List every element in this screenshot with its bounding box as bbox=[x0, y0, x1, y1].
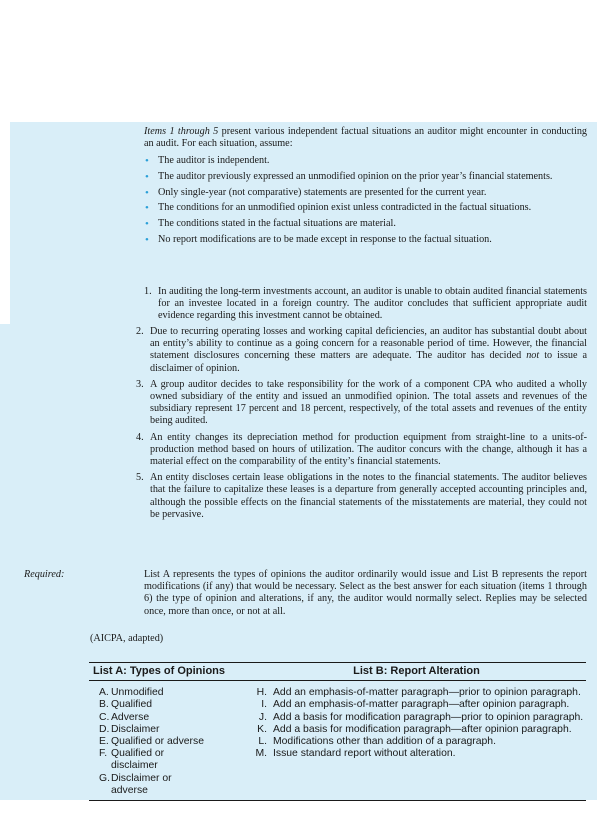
situation-item: 4. An entity changes its depreciation method for production equipment from straight-line to a units-of-production method based on hours of utilization. The auditor concurs with the change, although it has a material effect on the comparability of the entity’s financial statements. bbox=[136, 431, 587, 468]
list-b-header: List B: Report Alteration bbox=[247, 663, 586, 681]
required-label: Required: bbox=[24, 569, 65, 580]
assumption-item: • The auditor is independent. bbox=[145, 155, 270, 167]
assumption-item: • The auditor previously expressed an unmodified opinion on the prior year’s financial statements. bbox=[145, 170, 553, 183]
situation-item: 1. In auditing the long-term investments account, an auditor is unable to obtain audited financial statements for an investee located in a foreign country. The auditor concludes that sufficient appropriate audit evidence regarding this investment cannot be obtained. bbox=[144, 286, 587, 322]
situation-list-part1 bbox=[144, 286, 587, 327]
list-b-item: I. Add an emphasis-of-matter paragraph—after opinion paragraph. bbox=[261, 699, 570, 711]
assumption-item: • The conditions for an unmodified opinion exist unless contradicted in the factual situations. bbox=[145, 202, 532, 215]
situation-item: 5. An entity discloses certain lease obligations in the notes to the financial statements. The auditor believes that the failure to capitalize these leases is a departure from generally accepted accounting principles and, although the possible effects on the financial statements of the misstatements are material, they could not be pervasive. bbox=[136, 472, 587, 520]
list-a bbox=[89, 687, 247, 800]
bullet-icon: • bbox=[145, 155, 149, 167]
assumption-item: • No report modifications are to be made except in response to the factual situation. bbox=[145, 233, 492, 246]
situation-item: 3. A group auditor decides to take responsibility for the work of a component CPA who audited a wholly owned subsidiary of the entity and issued an unmodified opinion. The total assets and revenues of the subsidiary represent 17 percent and 18 percent, respectively, of the total assets and revenues of the entity being audited. bbox=[136, 378, 587, 427]
bullet-icon: • bbox=[145, 233, 149, 246]
list-a-item: C. Adverse bbox=[99, 711, 150, 723]
lists-table bbox=[89, 662, 586, 801]
situation-item: 2. Due to recurring operating losses and working capital deficiencies, an auditor has substantial doubt about an entity’s ability to continue as a going concern for a reasonable period of time. However, the financial statement disclosures concerning these matters are adequate. The auditor has decided not to issue a disclaimer of opinion. bbox=[136, 326, 587, 374]
list-b-item: L. Modifications other than addition of a paragraph. bbox=[258, 736, 496, 748]
intro-lead: Items 1 through 5 bbox=[144, 126, 219, 137]
list-a-item: B. Qualified bbox=[99, 699, 153, 711]
list-b bbox=[247, 687, 586, 800]
list-a-item: A. Unmodified bbox=[99, 687, 164, 699]
list-a-item: E. Qualified or adverse bbox=[99, 736, 204, 748]
bullet-icon: • bbox=[145, 170, 149, 183]
situation-list-part2 bbox=[136, 326, 587, 525]
assumption-list bbox=[144, 155, 587, 250]
source-note: (AICPA, adapted) bbox=[90, 633, 164, 644]
bullet-icon: • bbox=[145, 218, 149, 231]
list-a-header: List A: Types of Opinions bbox=[89, 663, 247, 681]
intro-rest: present various independent factual situations an auditor might encounter in conducting an audit. For each situation, assume: bbox=[144, 126, 588, 150]
intro-paragraph bbox=[144, 126, 587, 150]
required-text: List A represents the types of opinions the auditor ordinarily would issue and List B represents the report modifications (if any) that would be necessary. Select as the best answer for each situation (items 1 through 6) the type of opinion and alterations, if any, the auditor would normally select. Replies may be selected once, more than once, or not at all. bbox=[144, 569, 587, 617]
list-a-item: F. Qualified or disclaimer bbox=[99, 748, 165, 772]
bullet-icon: • bbox=[145, 202, 149, 215]
list-b-item: J. Add a basis for modification paragraph—prior to opinion paragraph. bbox=[258, 711, 584, 723]
list-b-item: M. Issue standard report without alteration. bbox=[255, 748, 456, 760]
list-a-item: D. Disclaimer bbox=[99, 723, 160, 735]
bullet-icon: • bbox=[145, 186, 149, 199]
list-a-item: G. Disclaimer or adverse bbox=[99, 772, 172, 796]
list-b-item: H. Add an emphasis-of-matter paragraph—prior to opinion paragraph. bbox=[256, 687, 581, 699]
list-b-item: K. Add a basis for modification paragraph—after opinion paragraph. bbox=[257, 723, 572, 735]
assumption-item: • The conditions stated in the factual situations are material. bbox=[145, 218, 396, 231]
assumption-item: • Only single-year (not comparative) statements are presented for the current year. bbox=[145, 186, 487, 199]
